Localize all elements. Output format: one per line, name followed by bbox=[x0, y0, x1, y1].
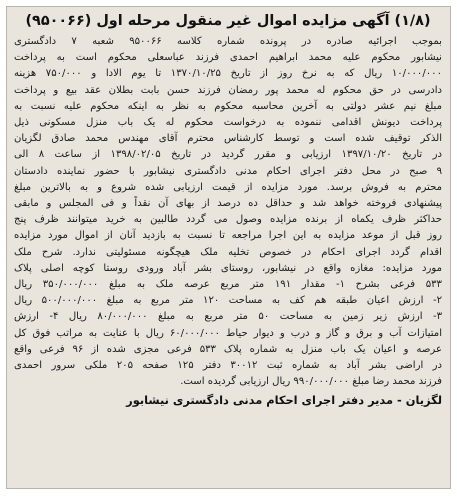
notice-line: اقدام گردد اجرای احکام در خصوص تخلیه ملک هیچگونه مسئولیتی ندارد. شرح ملک bbox=[14, 246, 442, 258]
notice-line: الذکر توقیف شده است و توسط کارشناس محترم آقای مهندس محمد صادق لگزیان bbox=[14, 133, 442, 145]
notice-line: دادرسی در حق محکوم له محمد پور رمضان فرزند حسن بابت بطلان عقد بیع و پرداخت bbox=[14, 84, 442, 96]
notice-line: روز قبل از موعد مزایده به این اجرا مراجعه تا نسبت به بازدید آنان از اموال مورد مزایده bbox=[14, 230, 442, 242]
notice-line: ۲- ارزش اعیان طبقه هم کف به مساحت ۱۲۰ متر مربع به مبلغ ۵۰۰/۰۰۰/۰۰۰ ریال bbox=[14, 295, 442, 307]
notice-line: امتیازات آب و برق و گاز و درب و دیوار حیاط ۶۰/۰۰۰/۰۰۰ ریال با عنایت به مراتب فوق کل bbox=[14, 327, 442, 339]
notice-line: مورد مزایده: مغازه واقع در نیشابور، روستای بشر آباد ورودی روستا کوچه اصلی پلاک bbox=[14, 262, 442, 274]
notice-line: پیشنهادی فروخته خواهد شد و حداقل ده درصد از بهای آن نقداً و فی المجلس و مابقی bbox=[14, 198, 442, 210]
notice-line: مبلغ نیم عشر دولتی به آخرین محاسبه محکوم به نظر به اینکه محکوم علیه نسبت به bbox=[14, 100, 442, 112]
notice-line: ۳- ارزش زیر زمین به مساحت ۵۰ متر مربع به مبلغ ۸۰/۰۰۰/۰۰۰ ریال ۴- ارزش bbox=[14, 311, 442, 323]
notice-line: نیشابور محکوم علیه محمد ابراهیم احمدی فرزند عباسعلی محکوم است به پرداخت bbox=[14, 52, 442, 64]
notice-line: فرزند محمد رضا مبلغ ۹۹۰/۰۰۰/۰۰۰ ریال ارزیابی گردیده است. bbox=[180, 376, 442, 388]
notice-line: در اراضی بشر آباد به شماره ثبت ۳۰۰۱۲ دفتر ۱۲۵ صفحه ۲۰۵ ملکی سرور احمدی bbox=[14, 360, 442, 372]
notice-line: حداکثر ظرف یکماه از برنده مزایده وصول می گردد طالبین به خرید میتوانند ظرف پنج bbox=[14, 214, 442, 226]
notice-title: (۱/۸) آگهی مزایده اموال غیر منقول مرحله اول (۹۵۰۰۶۶) bbox=[25, 13, 431, 29]
notice-line: بموجب اجرائیه صادره در پرونده شماره کلاسه ۹۵۰۰۶۶ شعبه ۷ دادگستری bbox=[14, 36, 442, 47]
notice-line: ۱۰/۰۰۰/۰۰۰ ریال که به نرخ روز از تاریخ ۱۳۷۰/۱۰/۲۵ تا یوم الادا و ۷۵۰/۰۰۰ هزینه bbox=[14, 68, 442, 80]
notice-line: محترم به فروش برسد. مورد مزایده از قیمت ارزیابی شده شروع و به بالاترین مبلغ bbox=[14, 181, 442, 193]
notice-line: عرصه و اعیان یک باب منزل به شماره پلاک ۵۳۳ فرعی مجزی شده از ۹۶ فرعی واقع bbox=[14, 343, 442, 355]
notice-line: ۵۳۳ فرعی بشرح ۱- مقدار ۱۹۱ متر مربع عرصه ملک به مبلغ ۳۵۰/۰۰۰/۰۰۰ ریال bbox=[14, 279, 442, 291]
notice-line: پرداخت دیونش اقدامی ننموده به درخواست محکوم له یک باب منزل مسکونی ذیل bbox=[14, 117, 442, 129]
notice-line: ۹ صبح در محل دفتر اجرای احکام مدنی دادگستری نیشابور با حضور نماینده دادستان bbox=[14, 165, 442, 177]
auction-notice bbox=[6, 6, 451, 489]
notice-line: در تاریخ ۱۳۹۷/۱۰/۲۰ ارزیابی و مقرر گردید در تاریخ ۱۳۹۸/۰۲/۰۵ از ساعت ۸ الی bbox=[14, 149, 442, 161]
notice-body bbox=[14, 34, 442, 390]
notice-signature: لگزیان - مدیر دفتر اجرای احکام مدنی دادگستری نیشابور bbox=[126, 393, 442, 408]
